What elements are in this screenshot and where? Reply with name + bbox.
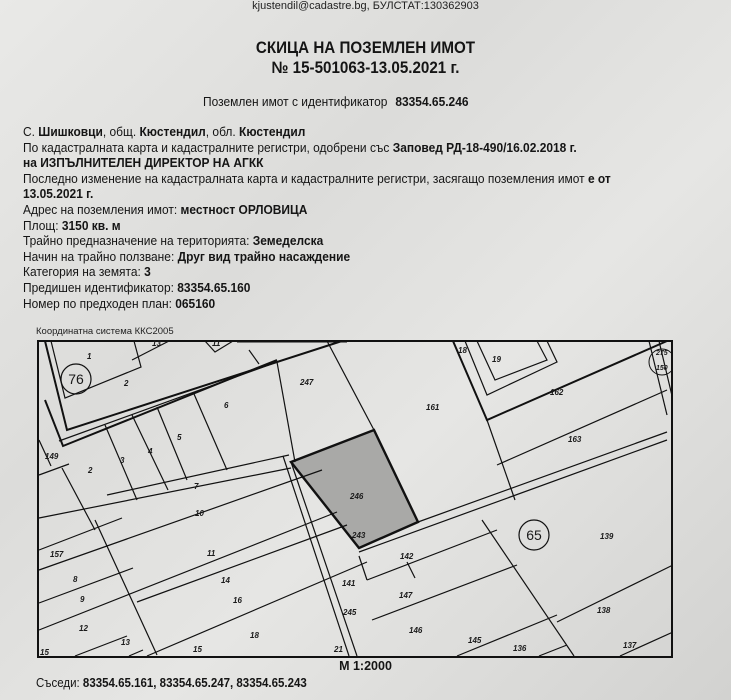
property-value: 3 (144, 264, 151, 280)
village: Шишковци (38, 124, 103, 139)
document-number: № 15-501063-13.05.2021 г. (271, 59, 460, 77)
neighbors-list: 83354.65.161, 83354.65.247, 83354.65.243 (82, 676, 307, 690)
parcel-label: 11 (207, 549, 216, 558)
parcel-label: 142 (400, 552, 414, 561)
parcel-label: 163 (568, 435, 582, 444)
parcel-label: 11 (212, 340, 221, 348)
parcel-label: 21 (334, 645, 343, 654)
parcel-label: 15 (193, 645, 202, 654)
coordinate-system-label: Координатна система ККС2005 (36, 326, 174, 337)
parcel-label: 139 (600, 532, 614, 541)
parcel-label: 137 (623, 641, 637, 650)
region: Кюстендил (239, 124, 306, 139)
zone-76: 76 (68, 371, 84, 387)
property-row (23, 296, 667, 312)
village-prefix: С. (23, 124, 35, 139)
property-label: Номер по предходен план: (23, 295, 172, 311)
parcel-label: 15 (40, 648, 49, 657)
parcel-label: 12 (79, 624, 88, 633)
property-value: Земеделска (252, 233, 324, 249)
neighbors-line (36, 676, 307, 691)
cadastral-map (37, 340, 673, 658)
parcel-label: 147 (399, 591, 413, 600)
property-label: Площ: (23, 217, 59, 233)
property-label: Трайно предназначение на територията: (23, 233, 250, 249)
approval-text: По кадастралната карта и кадастралните регистри, одобрени със (23, 139, 390, 155)
property-value: 83354.65.160 (177, 279, 251, 295)
region-prefix: , обл. (205, 124, 236, 139)
parcel-label: 5 (177, 433, 182, 442)
authority-line (23, 155, 667, 171)
parcel-label: 138 (597, 606, 611, 615)
map-scale: М 1:2000 (339, 659, 392, 673)
property-label: Адрес на поземления имот: (23, 201, 178, 217)
approval-authority: на ИЗПЪЛНИТЕЛЕН ДИРЕКТОР НА АГКК (23, 155, 264, 171)
location-line (23, 124, 667, 140)
parcel-identifier (203, 94, 469, 110)
parcel-label: 149 (45, 452, 59, 461)
municipality: Кюстендил (139, 124, 206, 139)
parcel-label: 247 (300, 378, 314, 387)
document-title: СКИЦА НА ПОЗЕМЛЕН ИМОТ (255, 39, 476, 57)
parcel-label: 13 (152, 340, 161, 348)
map-drawing (37, 340, 673, 658)
property-value: местност ОРЛОВИЦА (180, 201, 308, 217)
property-row (23, 218, 667, 234)
parcel-info (23, 124, 667, 311)
property-row (23, 202, 667, 218)
municipality-prefix: , общ. (102, 124, 137, 139)
last-change-date: 13.05.2021 г. (23, 186, 94, 202)
parcel-label: 4 (148, 447, 153, 456)
zone-65: 65 (526, 527, 542, 543)
parcel-label: 275 (656, 350, 668, 357)
parcel-label: 162 (550, 388, 564, 397)
last-change-date-line (23, 186, 667, 202)
parcel-label: 157 (50, 550, 64, 559)
parcel-label: 161 (426, 403, 440, 412)
property-value: 3150 кв. м (61, 217, 121, 233)
parcel-label: 6 (224, 401, 229, 410)
property-row (23, 249, 667, 265)
parcel-label: 145 (468, 636, 482, 645)
parcel-label: 14 (221, 576, 230, 585)
parcel-label-subject: 246 (350, 492, 364, 501)
parcel-label: 141 (342, 579, 356, 588)
identifier-label: Поземлен имот с идентификатор (203, 94, 388, 109)
property-label: Предишен идентификатор: (23, 279, 174, 295)
parcel-label: 8 (73, 575, 78, 584)
parcel-label: 146 (409, 626, 423, 635)
parcel-label: 243 (352, 531, 366, 540)
property-label: Начин на трайно ползване: (23, 248, 175, 264)
parcel-label: 7 (194, 482, 199, 491)
identifier-value: 83354.65.246 (395, 94, 469, 109)
property-row (23, 233, 667, 249)
property-row (23, 280, 667, 296)
parcel-label: 2 (124, 379, 129, 388)
parcel-label: 18 (250, 631, 259, 640)
property-value: 065160 (175, 295, 216, 311)
parcel-label: 18 (458, 346, 467, 355)
approval-order: Заповед РД-18-490/16.02.2018 г. (392, 139, 577, 155)
parcel-label: 3 (120, 456, 125, 465)
parcel-label: 19 (492, 355, 501, 364)
parcel-label: 13 (121, 638, 130, 647)
property-row (23, 264, 667, 280)
parcel-label: 136 (513, 644, 527, 653)
last-change-suffix: е от (587, 170, 611, 186)
last-change-line (23, 171, 667, 187)
parcel-label: 150 (656, 365, 668, 372)
parcel-label: 9 (80, 595, 85, 604)
property-label: Категория на земята: (23, 264, 141, 280)
parcel-label: 2 (88, 466, 93, 475)
contact-line: kjustendil@cadastre.bg, БУЛСТАТ:130362903 (252, 0, 479, 12)
property-value: Друг вид трайно насаждение (177, 248, 351, 264)
parcel-label: 1 (87, 352, 92, 361)
parcel-label: 10 (195, 509, 204, 518)
neighbors-label: Съседи: (36, 676, 80, 690)
parcel-label: 245 (343, 608, 357, 617)
approval-line (23, 140, 667, 156)
last-change-text: Последно изменение на кадастралната карта и кадастралните регистри, засягащо поземления имот (23, 170, 585, 186)
parcel-label: 16 (233, 596, 242, 605)
